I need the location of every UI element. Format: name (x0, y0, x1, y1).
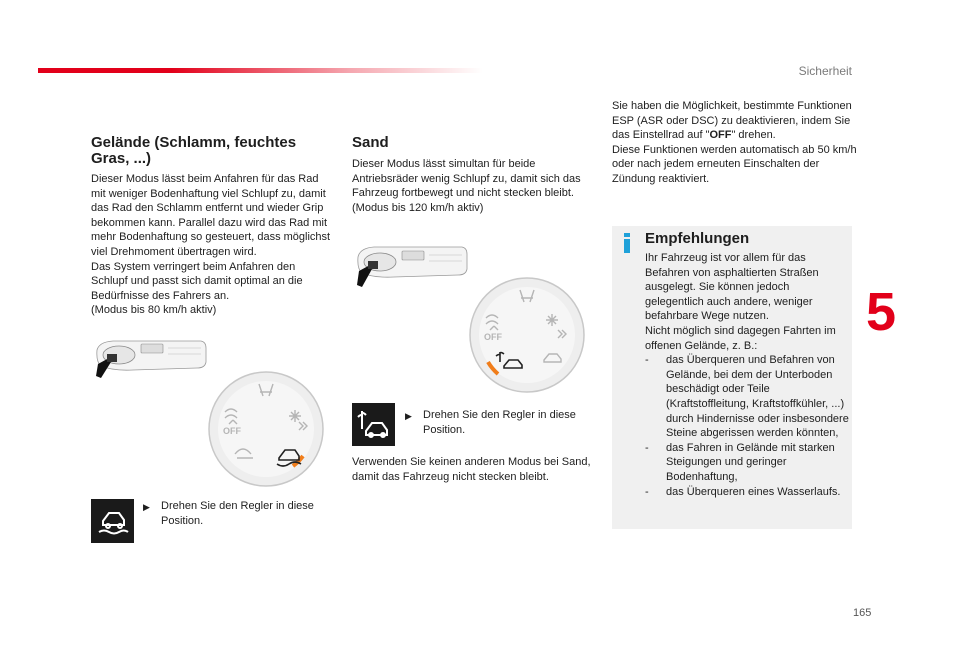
esp-paragraph-1: Sie haben die Möglichkeit, bestimmte Funktionen ESP (ASR oder DSC) zu deaktivieren, indem Sie das Einstellrad auf "OFF" drehen. (612, 100, 852, 142)
chapter-number: 5 (866, 282, 897, 342)
mud-paragraph-2: Das System verringert beim Anfahren den Schlupf und passt sich damit optimal an die Bedürfnisse des Fahrers an. (91, 260, 303, 302)
mud-step-instruction (143, 499, 333, 528)
dashboard-illustration (354, 245, 469, 290)
dial-off-label: OFF (484, 332, 502, 342)
sand-mode-icon (352, 403, 395, 446)
header-accent-bar (38, 68, 483, 73)
page-number: 165 (853, 607, 872, 619)
sand-mode-description (352, 157, 597, 215)
mode-dial-mud (207, 370, 325, 488)
mud-mode-title: Gelände (Schlamm, feuchtes Gras, ...) (91, 134, 297, 167)
list-item: - das Überqueren eines Wasserlaufs. (645, 485, 841, 498)
list-item: - das Fahren in Gelände mit starken Steigungen und geringer Bodenhaftung, (645, 441, 835, 483)
sand-step-instruction (405, 408, 595, 437)
mode-dial-sand (468, 276, 586, 394)
recommendations-text (645, 251, 850, 499)
list-item: - das Überqueren und Befahren von Gelände, bei dem der Unterboden beschädigt oder Teile (Kraftstoffleitung, Kraftstoffkühler, ...) durch Hindernisse oder insbesondere Steine abgerissen werden könnten, (645, 354, 849, 440)
bullet-arrow-icon: ▶ (405, 411, 412, 421)
mud-step-text: Drehen Sie den Regler in diese Position. (161, 500, 314, 527)
esp-off-description (612, 99, 862, 187)
info-icon (622, 233, 632, 253)
mud-paragraph-3: (Modus bis 80 km/h aktiv) (91, 304, 217, 317)
esp-paragraph-2: Diese Funktionen werden automatisch ab 50 km/h oder nach jedem erneuten Einschalten der Zündung reaktiviert. (612, 143, 857, 185)
off-keyword: OFF (709, 129, 732, 142)
sand-paragraph-2: (Modus bis 120 km/h aktiv) (352, 201, 484, 214)
dashboard-illustration (93, 340, 208, 380)
sand-mode-title: Sand (352, 134, 389, 151)
bullet-arrow-icon: ▶ (143, 502, 150, 512)
rec-intro-2: Nicht möglich sind dagegen Fahrten im offenen Gelände, z. B.: (645, 324, 836, 352)
sand-paragraph-1: Dieser Modus lässt simultan für beide Antriebsräder wenig Schlupf zu, damit sich das Fahrzeug fortbewegt und nicht stecken bleibt. (352, 158, 581, 200)
section-title: Sicherheit (798, 64, 852, 78)
mud-mode-description (91, 172, 331, 318)
recommendations-title: Empfehlungen (645, 230, 750, 247)
dial-off-label: OFF (223, 426, 241, 436)
sand-note: Verwenden Sie keinen anderen Modus bei Sand, damit das Fahrzeug nicht stecken bleibt. (352, 456, 591, 483)
sand-step-text: Drehen Sie den Regler in diese Position. (423, 409, 576, 436)
rec-intro: Ihr Fahrzeug ist vor allem für das Befahren von asphaltierten Straßen ausgelegt. Sie können jedoch gelegentlich auch andere, weniger befahrbare Wege nutzen. (645, 252, 819, 323)
mud-mode-icon (91, 499, 134, 543)
mud-paragraph-1: Dieser Modus lässt beim Anfahren für das Rad mit weniger Bodenhaftung viel Schlupf zu, damit das Rad den Schlamm entfernt und wieder Grip bekommen kann. Parallel dazu wird das Rad mit mehr Bodenhaftung so gesteuert, dass möglichst viel Drehmoment übertragen wird. (91, 173, 331, 258)
